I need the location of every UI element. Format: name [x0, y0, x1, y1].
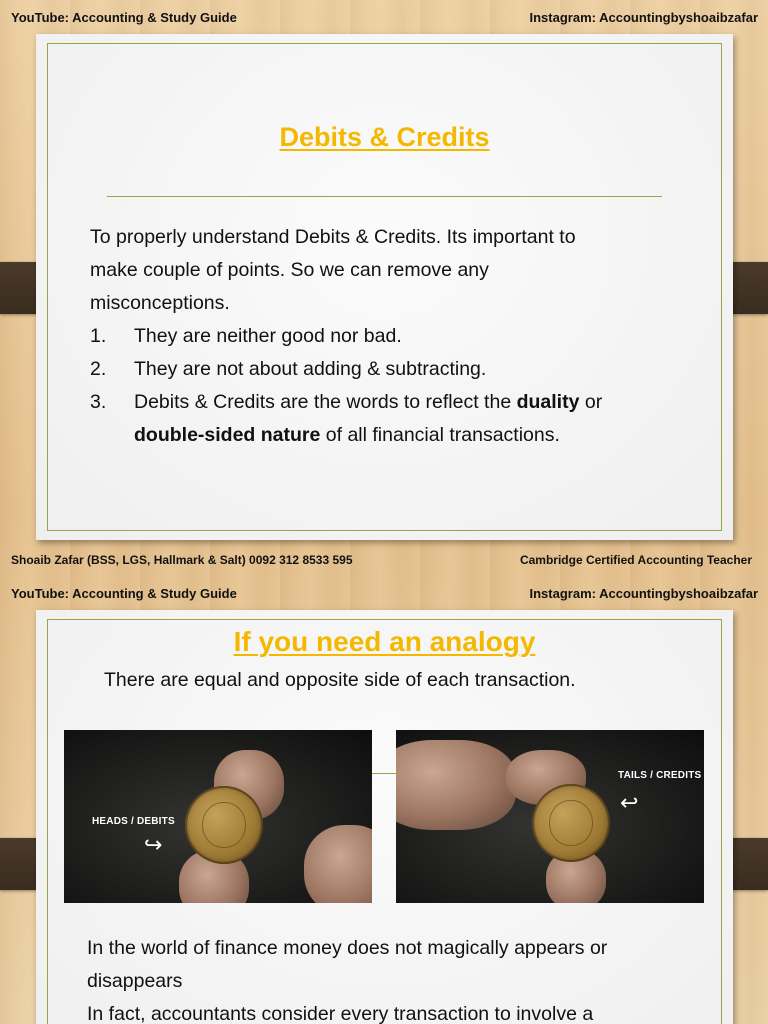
list-text: Debits & Credits are the words to reflect the — [134, 391, 517, 413]
intro-line: To properly understand Debits & Credits. Its important to — [90, 226, 576, 248]
tails-credits-label: TAILS / CREDITS — [618, 770, 702, 781]
slide-1-title: Debits & Credits — [279, 122, 490, 152]
list-item-continuation — [90, 419, 602, 452]
slide-1-body — [90, 221, 602, 452]
instagram-handle-text: Instagram: Accountingbyshoaibzafar — [529, 586, 758, 601]
fingers-image — [396, 740, 516, 830]
list-number: 1. — [90, 325, 107, 347]
curved-arrow-icon: ↩ — [620, 790, 639, 815]
list-number: 2. — [90, 358, 107, 380]
slide-1-footer — [0, 551, 768, 571]
youtube-channel-text: YouTube: Accounting & Study Guide — [11, 586, 237, 601]
list-text: They are not about adding & subtracting. — [134, 358, 487, 380]
curved-arrow-icon: ↪ — [144, 832, 163, 857]
points-list — [90, 320, 602, 452]
title-divider — [107, 196, 662, 197]
body-line: disappears — [87, 970, 183, 992]
coin-heads-photo — [64, 730, 372, 903]
slide-2-subtitle: There are equal and opposite side of each transaction. — [104, 669, 576, 691]
list-number: 3. — [90, 391, 107, 413]
coin-heads-image — [185, 786, 263, 864]
slide-2-body — [87, 932, 607, 1024]
heads-debits-label: HEADS / DEBITS — [92, 816, 175, 827]
body-line: In fact, accountants consider every transaction to involve a — [87, 1003, 594, 1024]
intro-line: make couple of points. So we can remove any — [90, 259, 489, 281]
instagram-handle-text: Instagram: Accountingbyshoaibzafar — [529, 10, 758, 25]
list-text: They are neither good nor bad. — [134, 325, 402, 347]
list-text: or — [579, 391, 603, 413]
duality-emphasis: duality — [516, 391, 580, 413]
double-sided-emphasis: double-sided nature — [134, 424, 321, 446]
fingers-image — [304, 825, 372, 903]
list-item — [90, 353, 602, 386]
list-item — [90, 386, 602, 419]
photo-connector — [372, 773, 396, 774]
list-item — [90, 320, 602, 353]
credential-text: Cambridge Certified Accounting Teacher — [519, 553, 752, 567]
body-line: In the world of finance money does not magically appears or — [87, 937, 608, 959]
slide-2-title: If you need an analogy — [233, 626, 536, 657]
youtube-channel-text: YouTube: Accounting & Study Guide — [11, 10, 237, 25]
coin-tails-photo — [396, 730, 704, 903]
slide-1-card — [36, 34, 733, 540]
slide-2-header — [0, 584, 768, 604]
author-contact-text: Shoaib Zafar (BSS, LGS, Hallmark & Salt) 0092 312 8533 595 — [11, 553, 353, 567]
coin-tails-image — [532, 784, 610, 862]
intro-line: misconceptions. — [90, 292, 230, 314]
list-text: of all financial transactions. — [320, 424, 560, 446]
slide-1-header — [0, 8, 768, 28]
